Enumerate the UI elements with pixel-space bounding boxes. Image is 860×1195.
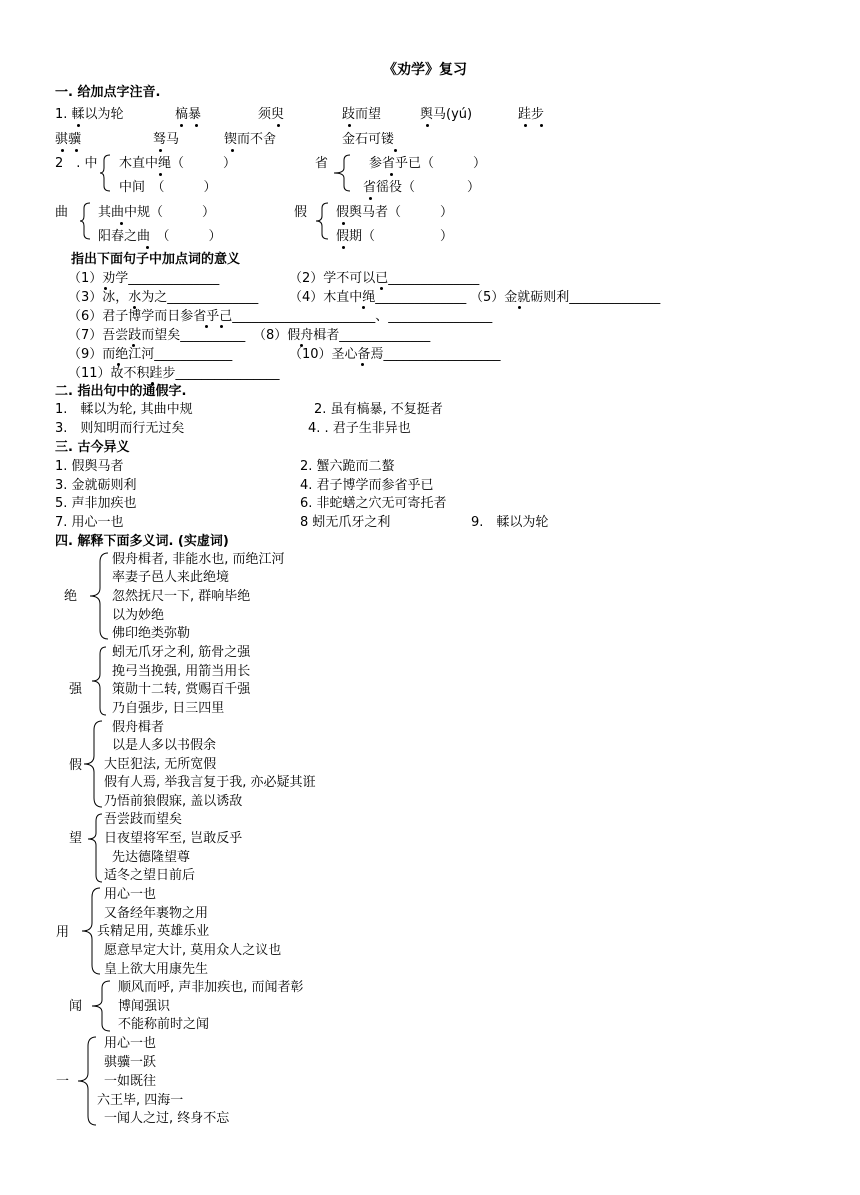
meaning-item: （11）故不积跬步________________	[68, 366, 280, 381]
emphasis-dot	[426, 124, 429, 127]
polysemy-item: 又备经年裹物之用	[104, 906, 209, 921]
polysemy-item: 骐骥一跃	[104, 1055, 157, 1070]
polysemy-item: 六王毕, 四海一	[97, 1093, 184, 1108]
emphasis-dot	[120, 222, 123, 225]
pinyin-item: 金石可镂	[342, 132, 395, 147]
emphasis-dot	[77, 124, 80, 127]
page-title: 《劝学》复习	[383, 62, 467, 78]
brace-bracket	[100, 154, 114, 192]
meaning-item: （5）金就砺则利______________	[470, 290, 661, 305]
polysemy-label-yi: 一	[56, 1074, 70, 1089]
zhong-item: 中间 （ ）	[119, 180, 217, 195]
meaning-item: （3）冰，水为之______________	[68, 290, 259, 305]
meaning-item: （8）假舟楫者______________	[253, 328, 431, 343]
polysemy-item: 挽弓当挽强, 用箭当用长	[112, 664, 251, 679]
qu-item: 阳春之曲 （ ）	[98, 229, 222, 244]
polysemy-item: 乃自强步, 日三四里	[112, 701, 225, 716]
section-4-heading: 四. 解释下面多义词. (实虚词)	[55, 534, 229, 549]
gujin-item: 3. 金就砺则利	[55, 478, 137, 493]
polysemy-item: 假有人焉, 举我言复于我, 亦必疑其诳	[104, 775, 316, 790]
polysemy-item: 假舟楫者, 非能水也, 而绝江河	[112, 552, 285, 567]
polysemy-label-wang: 望	[69, 831, 83, 846]
xing-item: 省徭役（ ）	[363, 180, 481, 195]
meaning-item: （9）而绝江河____________	[68, 347, 233, 362]
tongjia-item: 1. 輮以为轮, 其曲中规	[55, 402, 193, 417]
polysemy-label-qiang: 强	[69, 682, 83, 697]
polysemy-item: 忽然抚尺一下, 群响毕绝	[112, 589, 251, 604]
emphasis-dot	[369, 197, 372, 200]
polysemy-item: 顺风而呼, 声非加疾也, 而闻者彰	[118, 980, 304, 995]
brace-bracket	[316, 202, 332, 240]
emphasis-dot	[524, 124, 527, 127]
meaning-heading: 指出下面句子中加点词的意义	[71, 252, 241, 267]
gujin-item: 7. 用心一也	[55, 515, 124, 530]
emphasis-dot	[195, 124, 198, 127]
gujin-item: 1. 假舆马者	[55, 459, 124, 474]
emphasis-dot	[220, 325, 223, 328]
emphasis-dot	[277, 124, 280, 127]
polysemy-item: 率妻子邑人来此绝境	[112, 570, 230, 585]
emphasis-dot	[362, 306, 365, 309]
polysemy-item: 先达德隆望尊	[112, 850, 191, 865]
tongjia-item: 4. . 君子生非异也	[308, 421, 411, 436]
pinyin-item: 驽马	[153, 132, 180, 147]
emphasis-dot	[540, 124, 543, 127]
group-label-zhong: 2 . 中	[55, 156, 98, 171]
polysemy-item: 佛印绝类弥勒	[112, 626, 191, 641]
gujin-item: 4. 君子博学而参省乎已	[300, 478, 434, 493]
group-label-qu: 曲	[55, 205, 69, 220]
group-label-xing: 省	[315, 156, 329, 171]
polysemy-item: 大臣犯法, 无所宽假	[104, 757, 217, 772]
emphasis-dot	[159, 173, 162, 176]
gujin-item: 2. 蟹六跪而二螯	[300, 459, 395, 474]
pinyin-item: 1. 輮以为轮	[55, 107, 124, 122]
emphasis-dot	[518, 306, 521, 309]
gujin-item: 8 蚓无爪牙之利	[300, 515, 391, 530]
pinyin-item: 骐骥	[55, 132, 82, 147]
polysemy-item: 一如既往	[104, 1074, 157, 1089]
pinyin-item: 跬步	[518, 107, 545, 122]
emphasis-dot	[133, 306, 136, 309]
emphasis-dot	[348, 124, 351, 127]
group-label-jia: 假	[294, 205, 308, 220]
brace-bracket	[90, 646, 108, 716]
brace-bracket	[80, 202, 94, 240]
emphasis-dot	[394, 149, 397, 152]
pinyin-item: 须臾	[258, 107, 285, 122]
emphasis-dot	[180, 124, 183, 127]
emphasis-dot	[390, 173, 393, 176]
meaning-item: （7）吾尝跂而望矣__________	[68, 328, 246, 343]
emphasis-dot	[104, 287, 107, 290]
emphasis-dot	[146, 246, 149, 249]
polysemy-item: 皇上欲大用康先生	[104, 962, 209, 977]
emphasis-dot	[75, 149, 78, 152]
polysemy-label-jia: 假	[69, 758, 83, 773]
polysemy-item: 以为妙绝	[112, 608, 165, 623]
polysemy-item: 用心一也	[104, 887, 157, 902]
polysemy-label-jue: 绝	[64, 589, 78, 604]
emphasis-dot	[342, 222, 345, 225]
emphasis-dot	[380, 287, 383, 290]
pinyin-item: 锲而不舍	[224, 132, 277, 147]
emphasis-dot	[300, 344, 303, 347]
brace-bracket	[88, 552, 110, 640]
emphasis-dot	[342, 246, 345, 249]
polysemy-label-yong: 用	[56, 925, 70, 940]
pinyin-item: 槁暴	[175, 107, 202, 122]
pinyin-item: 跂而望	[342, 107, 382, 122]
tongjia-item: 2. 虽有槁暴, 不复挺者	[314, 402, 443, 417]
jia-item: 假舆马者（ ）	[336, 205, 454, 220]
polysemy-item: 博闻强识	[118, 999, 171, 1014]
emphasis-dot	[132, 344, 135, 347]
emphasis-dot	[231, 149, 234, 152]
gujin-item: 9. 輮以为轮	[471, 515, 549, 530]
meaning-item: （1）劝学______________	[68, 271, 220, 286]
brace-bracket	[86, 813, 104, 883]
polysemy-item: 假舟楫者	[112, 720, 165, 735]
emphasis-dot	[61, 149, 64, 152]
meaning-item: （6）君子博学而日参省乎己______________________、________________	[68, 309, 493, 324]
brace-bracket	[92, 980, 112, 1032]
meaning-item: （4）木直中绳______________	[289, 290, 467, 305]
emphasis-dot	[205, 325, 208, 328]
polysemy-item: 乃悟前狼假寐, 盖以诱敌	[104, 794, 243, 809]
polysemy-item: 蚓无爪牙之利, 筋骨之强	[112, 645, 251, 660]
polysemy-item: 愿意早定大计, 莫用众人之议也	[104, 943, 282, 958]
polysemy-item: 一闻人之过, 终身不忘	[104, 1111, 230, 1126]
polysemy-item: 兵精足用, 英雄乐业	[97, 924, 210, 939]
section-1-heading: 一. 给加点字注音.	[55, 85, 161, 100]
polysemy-item: 策勋十二转, 赏赐百千强	[112, 682, 251, 697]
meaning-item: （2）学不可以已______________	[289, 271, 480, 286]
polysemy-item: 以是人多以书假余	[112, 738, 217, 753]
brace-bracket	[334, 154, 354, 192]
qu-item: 其曲中规（ ）	[98, 205, 216, 220]
brace-bracket	[76, 1036, 98, 1126]
section-2-heading: 二. 指出句中的通假字.	[55, 384, 187, 399]
polysemy-item: 不能称前时之闻	[118, 1017, 210, 1032]
jia-item: 假期（ ）	[336, 229, 454, 244]
polysemy-item: 日夜望将军至, 岂敢反乎	[104, 831, 243, 846]
polysemy-item: 用心一也	[104, 1036, 157, 1051]
zhong-item: 木直中绳（ ）	[119, 156, 237, 171]
section-3-heading: 三. 古今异义	[55, 440, 130, 455]
brace-bracket	[84, 720, 104, 808]
gujin-item: 6. 非蛇蟮之穴无可寄托者	[300, 496, 447, 511]
meaning-item: （10）圣心备焉__________________	[289, 347, 501, 362]
emphasis-dot	[117, 363, 120, 366]
gujin-item: 5. 声非加疾也	[55, 496, 137, 511]
polysemy-item: 适冬之望日前后	[104, 868, 196, 883]
polysemy-label-wen: 闻	[69, 999, 83, 1014]
polysemy-item: 吾尝跂而望矣	[104, 812, 183, 827]
xing-item: 参省乎已（ ）	[369, 156, 487, 171]
tongjia-item: 3. 则知明而行无过矣	[55, 421, 185, 436]
emphasis-dot	[361, 363, 364, 366]
pinyin-item: 舆马(yú)	[420, 107, 473, 122]
emphasis-dot	[159, 149, 162, 152]
